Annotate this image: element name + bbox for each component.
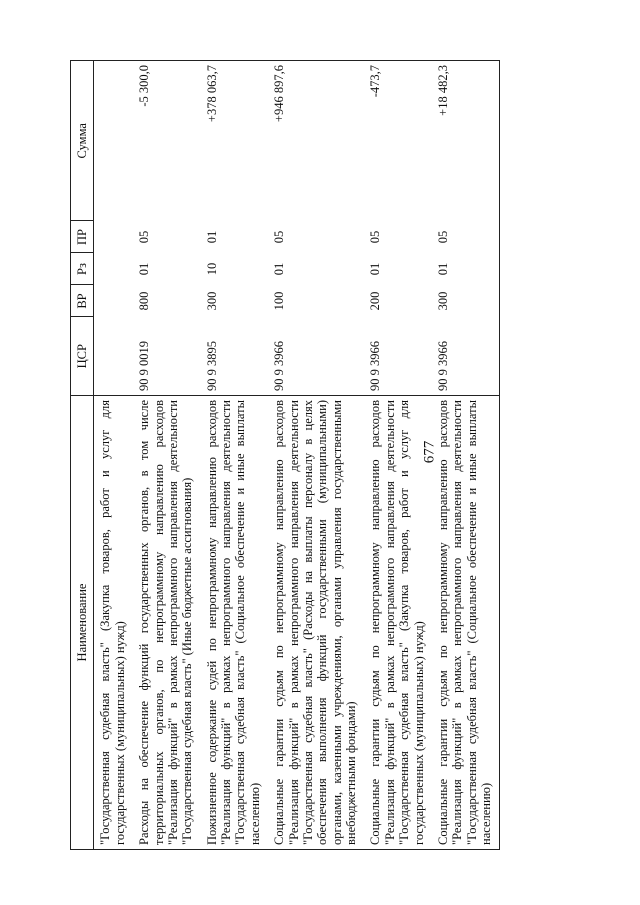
table-row <box>268 61 364 850</box>
row-csr: 90 9 3895 <box>204 341 219 391</box>
row-name: Расходы на обеспечение функций государственных органов, в том числе территориальных органов, по непрограммному направлению расходов "Реализация функций" в рамках непрограммного направления деятельности "Государственная судебная власть" (Иные бюджетные ассигнования) <box>133 396 201 850</box>
row-sum: +18 482,3 <box>432 61 500 222</box>
page-number: 677 <box>421 440 438 464</box>
table-header <box>71 61 94 850</box>
row-name: Социальные гарантии судьям по непрограммному направлению расходов "Реализация функций" в рамках непрограммного направления деятельности "Государственная судебная власть" (Расходы на выплаты персоналу в целях обеспечения выполнения функций государственными (муниципальными) органами, казенными учреждениями, органами управления государственными внебюджетными фондами) <box>268 396 364 850</box>
row-csr: 90 9 3966 <box>272 341 287 391</box>
row-sum: -5 300,0 <box>133 61 201 222</box>
header-row <box>71 61 94 850</box>
row-pr: 05 <box>432 221 500 253</box>
header-name: Наименование <box>71 396 94 850</box>
header-pr: ПР <box>71 221 94 253</box>
row-sum: +378 063,7 <box>201 61 269 222</box>
row-sum: +946 897,6 <box>268 61 364 222</box>
row-vr: 200 <box>368 291 383 311</box>
header-rz: Рз <box>71 253 94 285</box>
row-rz: 01 <box>272 262 287 276</box>
row-pr: 05 <box>272 230 287 244</box>
row-csr: 90 9 3966 <box>432 317 500 396</box>
header-sum: Сумма <box>71 61 94 222</box>
row-sum: -473,7 <box>364 61 432 222</box>
header-vr: ВР <box>71 285 94 317</box>
table-body <box>94 61 500 850</box>
table-row <box>201 61 269 850</box>
row-pr <box>94 221 133 253</box>
row-sum <box>94 61 133 222</box>
row-vr: 800 <box>137 291 152 311</box>
row-csr: 90 9 3966 <box>368 341 383 391</box>
row-pr: 05 <box>137 230 152 244</box>
row-vr: 300 <box>204 291 219 311</box>
table-row <box>94 61 133 850</box>
row-csr <box>94 317 133 396</box>
row-name: "Государственная судебная власть" (Закупка товаров, работ и услуг для государственных (муниципальных) нужд) <box>94 396 133 850</box>
row-rz: 01 <box>368 262 383 276</box>
row-pr: 05 <box>368 230 383 244</box>
table-row <box>133 61 201 850</box>
row-pr: 01 <box>204 230 219 244</box>
row-rz: 01 <box>137 262 152 276</box>
row-rz <box>94 253 133 285</box>
table-row <box>432 61 500 850</box>
row-vr <box>94 285 133 317</box>
row-csr: 90 9 0019 <box>137 341 152 391</box>
row-vr: 100 <box>272 291 287 311</box>
header-csr: ЦСР <box>71 317 94 396</box>
rotated-page-content <box>70 60 615 850</box>
row-name: Пожизненное содержание судей по непрограммному направлению расходов "Реализация функций" в рамках непрограммного направления деятельности "Государственная судебная власть" (Социальное обеспечение и иные выплаты населению) <box>201 396 269 850</box>
row-name: Социальные гарантии судьям по непрограммному направлению расходов "Реализация функций" в рамках непрограммного направления деятельности "Государственная судебная власть" (Социальное обеспечение и иные выплаты населению) <box>432 396 500 850</box>
row-rz: 01 <box>432 253 500 285</box>
row-vr: 300 <box>432 285 500 317</box>
budget-table <box>70 60 500 850</box>
table-row <box>364 61 432 850</box>
row-rz: 10 <box>204 262 219 276</box>
row-name: Социальные гарантии судьям по непрограммному направлению расходов "Реализация функций" в рамках непрограммного направления деятельности "Государственная судебная власть" (Закупка товаров, работ и услуг для государственных (муниципальных) нужд) <box>364 396 432 850</box>
